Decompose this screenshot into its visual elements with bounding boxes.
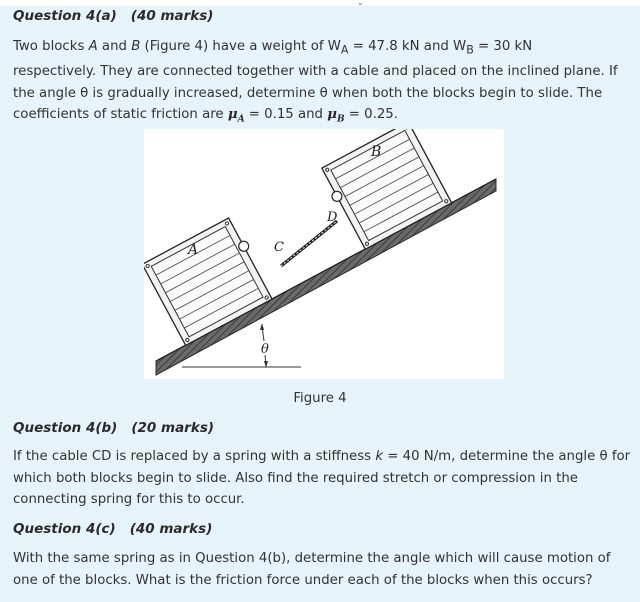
figure-caption: Figure 4	[293, 391, 347, 406]
q4c-text	[13, 548, 633, 591]
figure-4	[144, 129, 504, 379]
q4b-l1-post: = 40 N/m, determine the angle θ for	[383, 449, 631, 464]
q4a-l1-sub-b: B	[466, 43, 474, 57]
q4b-line-3: connecting spring for this to occur.	[13, 492, 245, 507]
q4b-line-2: which both blocks begin to slide. Also find the required stretch or compression in the	[13, 470, 578, 486]
q4c-line-1: With the same spring as in Question 4(b), determine the angle which will cause motion of	[13, 551, 611, 566]
q4a-line-1	[13, 36, 633, 61]
q4a-l1-post: = 30 kN	[473, 39, 533, 54]
q4b-l1-pre: If the cable CD is replaced by a spring with a stiffness	[13, 449, 376, 464]
top-strip	[0, 0, 640, 6]
label-d: D	[327, 210, 338, 225]
q4a-title: Question 4(a)	[13, 8, 117, 24]
q4a-line-2: respectively. They are connected together with a cable and placed on the inclined plane. If	[13, 64, 618, 80]
mu-a-symbol: μ	[227, 107, 238, 123]
label-a: A	[188, 242, 199, 258]
label-theta: θ	[261, 342, 269, 357]
q4a-heading	[13, 8, 213, 24]
q4a-l4-post: = 0.25.	[344, 107, 398, 123]
mu-b	[327, 107, 345, 125]
q4a-l4-pre: coefficients of static friction are	[13, 107, 228, 123]
q4a-l1-block-a: A	[88, 39, 98, 54]
q4b-marks: (20 marks)	[131, 420, 215, 436]
mu-b-sub: B	[336, 114, 345, 125]
q4a-l1-mid2: (Figure 4) have a weight of W	[140, 39, 341, 54]
q4a-marks: (40 marks)	[130, 8, 214, 24]
q4a-l4-mid: = 0.15 and	[244, 107, 328, 123]
q4a-text	[13, 36, 633, 131]
q4a-l1-mid1: and	[97, 39, 132, 54]
label-b: B	[371, 144, 382, 160]
q4a-l1-pre: Two blocks	[13, 39, 89, 54]
mu-a-sub: A	[237, 114, 245, 125]
decorative-mark: ⌄	[357, 0, 364, 7]
q4a-l1-block-b: B	[131, 39, 141, 54]
q4c-marks: (40 marks)	[129, 521, 213, 537]
block-b	[317, 129, 451, 252]
q4b-text	[13, 446, 633, 511]
q4a-l1-sub-a: A	[340, 43, 349, 57]
q4b-title: Question 4(b)	[13, 420, 118, 436]
mu-a	[227, 107, 245, 125]
q4a-l1-mid3: = 47.8 kN and W	[348, 39, 467, 54]
q4c-heading	[13, 521, 212, 537]
q4c-line-2: one of the blocks. What is the friction force under each of the blocks when this occurs?	[13, 572, 593, 588]
q4b-l1-k: k	[375, 449, 384, 464]
mu-b-symbol: μ	[327, 107, 337, 123]
theta-arrow-top	[260, 323, 264, 330]
label-c: C	[274, 240, 284, 255]
q4b-line-1	[13, 446, 633, 468]
block-a	[144, 216, 276, 346]
q4b-heading	[13, 420, 214, 436]
q4c-title: Question 4(c)	[13, 521, 116, 537]
q4a-line-3: the angle θ is gradually increased, determine θ when both the blocks begin to slide. The	[13, 85, 603, 101]
q4a-line-4	[13, 104, 633, 131]
incline-diagram	[144, 129, 504, 379]
